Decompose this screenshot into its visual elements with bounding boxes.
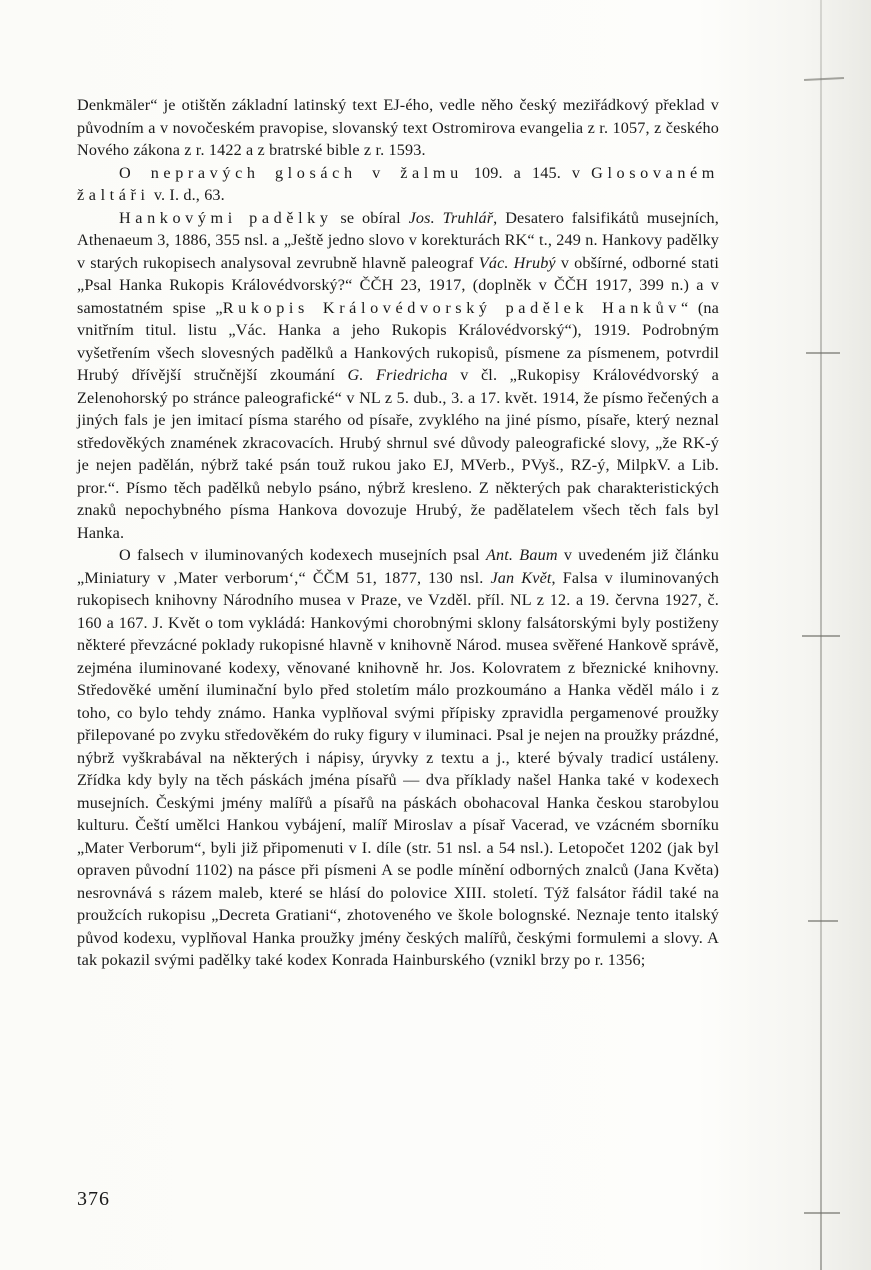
spaced-emphasis-text: Rukopis Královédvorský padělek Hankův (222, 298, 681, 317)
page-binding-edge (812, 0, 836, 1270)
italic-author-name: G. Friedricha (347, 366, 448, 384)
paragraph (77, 544, 719, 972)
spaced-emphasis-text: Hankovými padělky (119, 208, 333, 227)
italic-author-name: Vác. Hrubý (478, 253, 556, 272)
binding-mark (804, 77, 844, 81)
text-run: , Desatero falsifikátů musejních, Athenaeum 3, 1886, 355 nsl. a „Ještě jedno slovo v korekturách RK“ t., 249 n. Hankovy padělky v starých rukopisech analysoval zevrubně hlavně paleograf (77, 208, 719, 272)
italic-author-name: Ant. Baum (486, 546, 558, 564)
binding-mark (808, 920, 838, 922)
spaced-emphasis-text: O nepravých glosách v žalmu (119, 163, 463, 182)
spaced-emphasis-text: Glosovaném žaltáři (77, 163, 719, 204)
italic-author-name: Jos. Truhlář (408, 208, 494, 227)
paragraph (77, 207, 719, 545)
italic-author-name: Jan Květ (490, 568, 552, 587)
binding-mark (802, 635, 840, 637)
text-run: v uvedeném již článku „Miniatury v ‚Mater verborum‘,“ ČČM 51, 1877, 130 nsl. (77, 546, 719, 587)
text-run: v čl. „Rukopisy Královédvorský a Zelenohorský po stránce paleografické“ v NL z 5. dub., 3. a 17. květ. 1914, že písmo řečených a jiných fals je jen imitací písma starého od písaře, zvyklého na jiné písmo, písaře, který neznal středověkých znamének zkracovacích. Hrubý shrnul své důvody paleografické slovy, „že RK-ý je nejen padělán, nýbrž také psán touž rukou jako EJ, MVerb., PVyš., RZ-ý, MilpkV. a Lib. pror.“. Písmo těch padělků nebylo psáno, nýbrž kresleno. Z některých pak charakteristických znaků nepochybného písma Hankova dovozuje Hrubý, že padělatelem všech těch fals byl Hanka. (77, 366, 719, 542)
text-run: se obíral (332, 208, 409, 227)
page-text (77, 94, 719, 972)
paragraph (77, 162, 719, 207)
text-run: 109. a 145. v (462, 163, 592, 182)
text-run: Denkmäler“ je otištěn základní latinský text EJ-ého, vedle něho český meziřádkový překlad v původním a v novočeském pravopise, slovanský text Ostromirova evangelia z r. 1057, z českého Nového zákona z r. 1422 a z bratrské bible z r. 1593. (77, 96, 719, 159)
text-run: “ (na vnitřním titul. listu „Vác. Hanka a jeho Rukopis Královédvorský“), 1919. Podrobným vyšetřením všech slovesných padělků a Hankových rukopisů, písmene za písmenem, potvrdil Hrubý dřívější stručnější zkoumání (77, 298, 719, 384)
text-run: O falsech v iluminovaných kodexech musejních psal (119, 546, 486, 564)
text-run: v. I. d., 63. (149, 186, 225, 204)
text-run: , Falsa v iluminovaných rukopisech knihovny Národního musea v Praze, ve Vzděl. příl. NL z 12. a 19. června 1927, č. 160 a 167. J. Květ o tom vykládá: Hankovými chorobnými sklony falsátorskými byly postiženy některé převzácné poklady rukopisné hlavně v knihovně Národ. musea svěřené Hankově správě, zejména iluminované kodexy, věnované knihovně hr. Jos. Kolovratem z březnické knihovny. Středověké umění iluminační bylo před stoletím málo prozkoumáno a Hanka věděl málo i z toho, co bylo tehdy známo. Hanka vyplňoval svými přípisky zpravidla pergamenové proužky přilepované po zvyku středověkém do ruky figury v iluminaci. Psal je nejen na proužky prázdné, nýbrž vyškrabával na některých i nápisy, úryvky z textu a j., které bývaly tradicí ustáleny. Zřídka kdy byly na těch páskách jména písařů — dva příklady našel Hanka také v kodexech musejních. Českými jmény malířů a písařů na páskách obohacoval Hanka českou starobylou kulturu. Čeští umělci Hankou vybájení, malíř Miroslav a písař Vacerad, ve vzácném sborníku „Mater Verborum“, byli již připomenuti v I. díle (str. 51 nsl. a 54 nsl.). Letopočet 1202 (jak byl opraven původní 1102) na pásce při písmeni A se podle mínění odborných znalců (Jana Květa) nesrovnává s rázem maleb, které se hlásí do polovice XIII. století. Týž falsátor řádil také na proužcích rukopisu „Decreta Gratiani“, zhotoveného ve škole bolognské. Neznaje tento italský původ kodexu, vyplňoval Hanka proužky jmény českých malířů, českými formulemi a slovy. A tak pokazil svými padělky také kodex Konrada Hainburského (vznikl brzy po r. 1356; (77, 568, 719, 969)
binding-mark (806, 352, 840, 354)
binding-mark (804, 1212, 840, 1214)
page-number: 376 (77, 1188, 110, 1210)
text-run: v obšírné, odborné stati „Psal Hanka Rukopis Královédvorský?“ ČČH 23, 1917, (doplněk v ČČH 1917, 399 n.) a v samostatném spise „ (77, 253, 720, 317)
paragraph (77, 94, 719, 162)
